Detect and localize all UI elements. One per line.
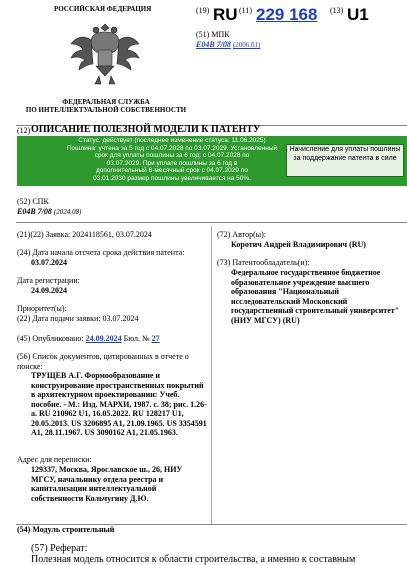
code-13: (13) [330, 6, 344, 15]
agency-line1: ФЕДЕРАЛЬНАЯ СЛУЖБА [62, 98, 150, 106]
column-divider [211, 226, 212, 524]
publication-row [17, 334, 160, 344]
coat-of-arms-emblem [66, 14, 144, 92]
document-title: ОПИСАНИЕ ПОЛЕЗНОЙ МОДЕЛИ К ПАТЕНТУ [31, 124, 261, 135]
country-name: РОССИЙСКАЯ ФЕДЕРАЦИЯ [54, 5, 152, 13]
spk-label: (52) СПК [17, 197, 49, 206]
priority-label: Приоритет(ы): [17, 304, 67, 313]
spk-date: (2024.08) [53, 208, 82, 216]
model-title: (54) Модуль строительный [17, 525, 115, 534]
term-start-value: 03.07.2024 [31, 258, 67, 267]
code-19: (19) [196, 6, 210, 15]
ipc-label: (51) МПК [196, 30, 230, 39]
publication-label: (45) Опубликовано: [17, 334, 84, 343]
owner-value: Федеральное государственное бюджетное образовательное учреждение высшего образования "Национальный исследовательский Московский государственный строительный университет" (НИУ МГСУ) (RU) [231, 268, 400, 325]
status-line: срок для уплаты пошлины за 6 год: с 04.07.2028 по [94, 152, 250, 160]
abstract-text: Полезная модель относится к области строительства, а именно к составным [31, 554, 356, 565]
status-line: Пошлина: учтена за 5 год с 04.07.2028 по 03.07.2029. Установленный [66, 144, 278, 152]
spk-row [17, 207, 81, 218]
references-text: ТРУЩЕВ А.Г. Формообразование и конструирование пространственных покрытий в архитектурном проектировании: Учеб. пособие. - М.: Изд. МАРХИ, 1987. с. 38; рис. 1.26-а. RU 210962 U1, 16.05.2022. RU 128217 U1, 20.05.2013. US 3206895 A1, 21.09.1965. US 3354591 A1, 28.11.1967. US 3090162 A1, 21.05.1963. [31, 371, 207, 437]
code-11: (11) [239, 6, 253, 15]
status-text [60, 137, 284, 183]
kind-code: U1 [347, 5, 369, 24]
address-text: 129337, Москва, Ярославское ш., 26, НИУ МГСУ, начальнику отдела реестра и капитализации интеллектуальной собственности Кольчугину Д.Ю. [31, 465, 183, 503]
ipc-link[interactable]: E04B 7/08 [196, 40, 231, 49]
status-line: 03.07.2029. При уплате пошлины за 6 год в [106, 159, 238, 167]
title-code: (12) [17, 126, 31, 135]
term-start-label: (24) Дата начала отсчета срока действия патента: [17, 248, 185, 257]
owner-label: (73) Патентообладатель(и): [217, 258, 310, 267]
patent-number-link[interactable]: 229 168 [256, 5, 318, 24]
divider [16, 222, 407, 223]
status-line: дополнительный 6-месячный срок с 04.07.2029 по [96, 167, 248, 175]
application-number: (21)(22) Заявка: 2024118561, 03.07.2024 [17, 230, 152, 239]
ipc-date[interactable]: (2006.01) [232, 41, 261, 49]
publication-date-link[interactable]: 24.09.2024 [85, 334, 122, 343]
status-line: 03.01.2030 размер пошлины увеличивается на 50%. [93, 174, 251, 182]
abstract-label: (57) Реферат: [31, 543, 88, 554]
ipc-row [196, 40, 260, 51]
authors-label: (72) Автор(ы): [217, 230, 266, 239]
address-label: Адрес для переписки: [17, 455, 92, 464]
status-line: Статус: действует (последнее изменение статуса: 11.06.2025) [78, 137, 266, 144]
registration-value: 24.09.2024 [31, 286, 67, 295]
bulletin-label: Бюл. № [123, 334, 150, 343]
references-label: (56) Список документов, цитированных в отчете о поиске: [17, 352, 189, 371]
country-code: RU [213, 5, 238, 24]
fee-payment-button[interactable]: Начисление для уплаты пошлины за поддержание патента в силе [286, 144, 404, 177]
agency-line2: ПО ИНТЕЛЛЕКТУАЛЬНОЙ СОБСТВЕННОСТИ [25, 106, 187, 114]
authors-value: Коротич Андрей Владимирович (RU) [231, 240, 366, 249]
priority-value: (22) Дата подачи заявки: 03.07.2024 [17, 314, 139, 323]
registration-label: Дата регистрации: [17, 276, 80, 285]
bulletin-number-link[interactable]: 27 [151, 334, 160, 343]
spk-value: E04B 7/08 [17, 207, 52, 216]
